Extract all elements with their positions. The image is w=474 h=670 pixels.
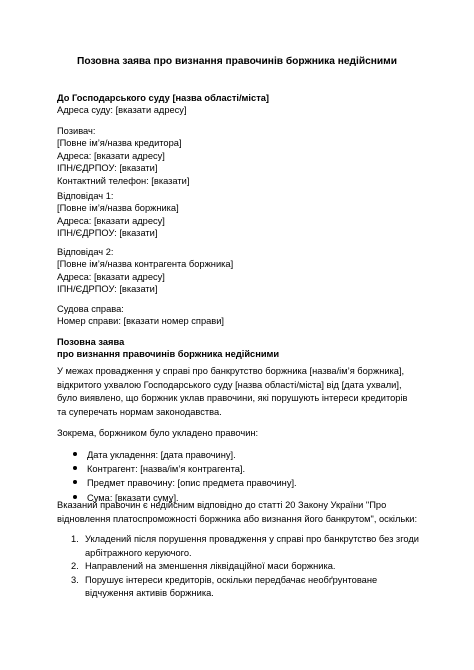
document-title: Позовна заява про визнання правочинів боржника недійсними (77, 56, 397, 67)
paragraph-grounds: Вказаний правочин є недійсним відповідно до статті 20 Закону України "Про відновлення платоспроможності боржника або визнання його банкрутом", оскільки: (57, 500, 418, 524)
plaintiff-phone: Контактний телефон: [вказати] (57, 175, 190, 186)
defendant1-ipn: ІПН/ЄДРПОУ: [вказати] (57, 228, 158, 239)
defendant1-name: [Повне ім’я/назва боржника] (57, 203, 179, 214)
defendant1-label: Відповідач 1: (57, 191, 114, 201)
plaintiff-label: Позивач: (57, 126, 96, 136)
list-item (57, 560, 419, 574)
bullet-icon (73, 495, 77, 499)
list-number: 2. (71, 561, 79, 572)
list-number: 1. (71, 534, 79, 544)
claim-heading-line1: Позовна заява (57, 337, 125, 347)
defendant1-address: Адреса: [вказати адресу] (57, 215, 165, 226)
list-item-text: Направлений на зменшення ліквідаційної маси боржника. (85, 561, 336, 572)
list-item-text: Сума: [вказати суму]. (87, 492, 179, 503)
defendant2-name: [Повне ім’я/назва контрагента боржника] (57, 259, 234, 270)
transaction-details-list (57, 448, 297, 505)
bullet-icon (73, 466, 77, 470)
court-block (57, 92, 417, 117)
grounds-list (57, 533, 419, 601)
court-heading: До Господарського суду [назва області/міста] (57, 93, 270, 103)
case-number: Номер справи: [вказати номер справи] (57, 316, 225, 327)
defendant2-ipn: ІПН/ЄДРПОУ: [вказати] (57, 284, 158, 295)
claim-heading-line2: про визнання правочинів боржника недійсними (57, 349, 280, 360)
list-number: 3. (71, 574, 79, 585)
plaintiff-name: [Повне ім’я/назва кредитора] (57, 138, 182, 149)
defendant2-address: Адреса: [вказати адресу] (57, 271, 165, 282)
case-label: Судова справа: (57, 304, 124, 314)
list-item-text: Предмет правочину: [опис предмета правочину]. (87, 478, 297, 489)
list-item-text: Порушує інтереси кредиторів, оскільки передбачає необґрунтоване відчуження активів боржника. (85, 574, 378, 599)
case-block (57, 303, 417, 328)
list-item-text: Укладений після порушення провадження у справі про банкрутство без згоди арбітражного керуючого. (85, 534, 419, 558)
defendant1-block (57, 190, 417, 240)
bullet-icon (73, 452, 77, 456)
defendant2-block (57, 246, 417, 296)
paragraph-intro: У межах провадження у справі про банкрутство боржника [назва/ім’я боржника], відкритого ухвалою Господарського суду [назва області/міста] від [дата ухвали], було виявлено, що боржник уклав правочини, які порушують інтереси кредиторів та суперечать нормам законодавства. (57, 366, 408, 417)
plaintiff-block (57, 125, 417, 187)
list-item-text: Дата укладення: [дата правочину]. (87, 450, 236, 460)
court-address: Адреса суду: [вказати адресу] (57, 105, 187, 116)
bullet-icon (73, 480, 77, 484)
plaintiff-ipn: ІПН/ЄДРПОУ: [вказати] (57, 163, 158, 174)
list-item (57, 448, 297, 462)
list-item (57, 574, 419, 601)
list-item (57, 462, 297, 476)
plaintiff-address: Адреса: [вказати адресу] (57, 150, 165, 161)
paragraph-transaction: Зокрема, боржником було укладено правочин: (57, 428, 259, 438)
defendant2-label: Відповідач 2: (57, 247, 114, 257)
list-item (57, 476, 297, 490)
list-item-text: Контрагент: [назва/ім’я контрагента]. (87, 464, 246, 475)
claim-heading (57, 336, 417, 361)
list-item (57, 533, 419, 560)
